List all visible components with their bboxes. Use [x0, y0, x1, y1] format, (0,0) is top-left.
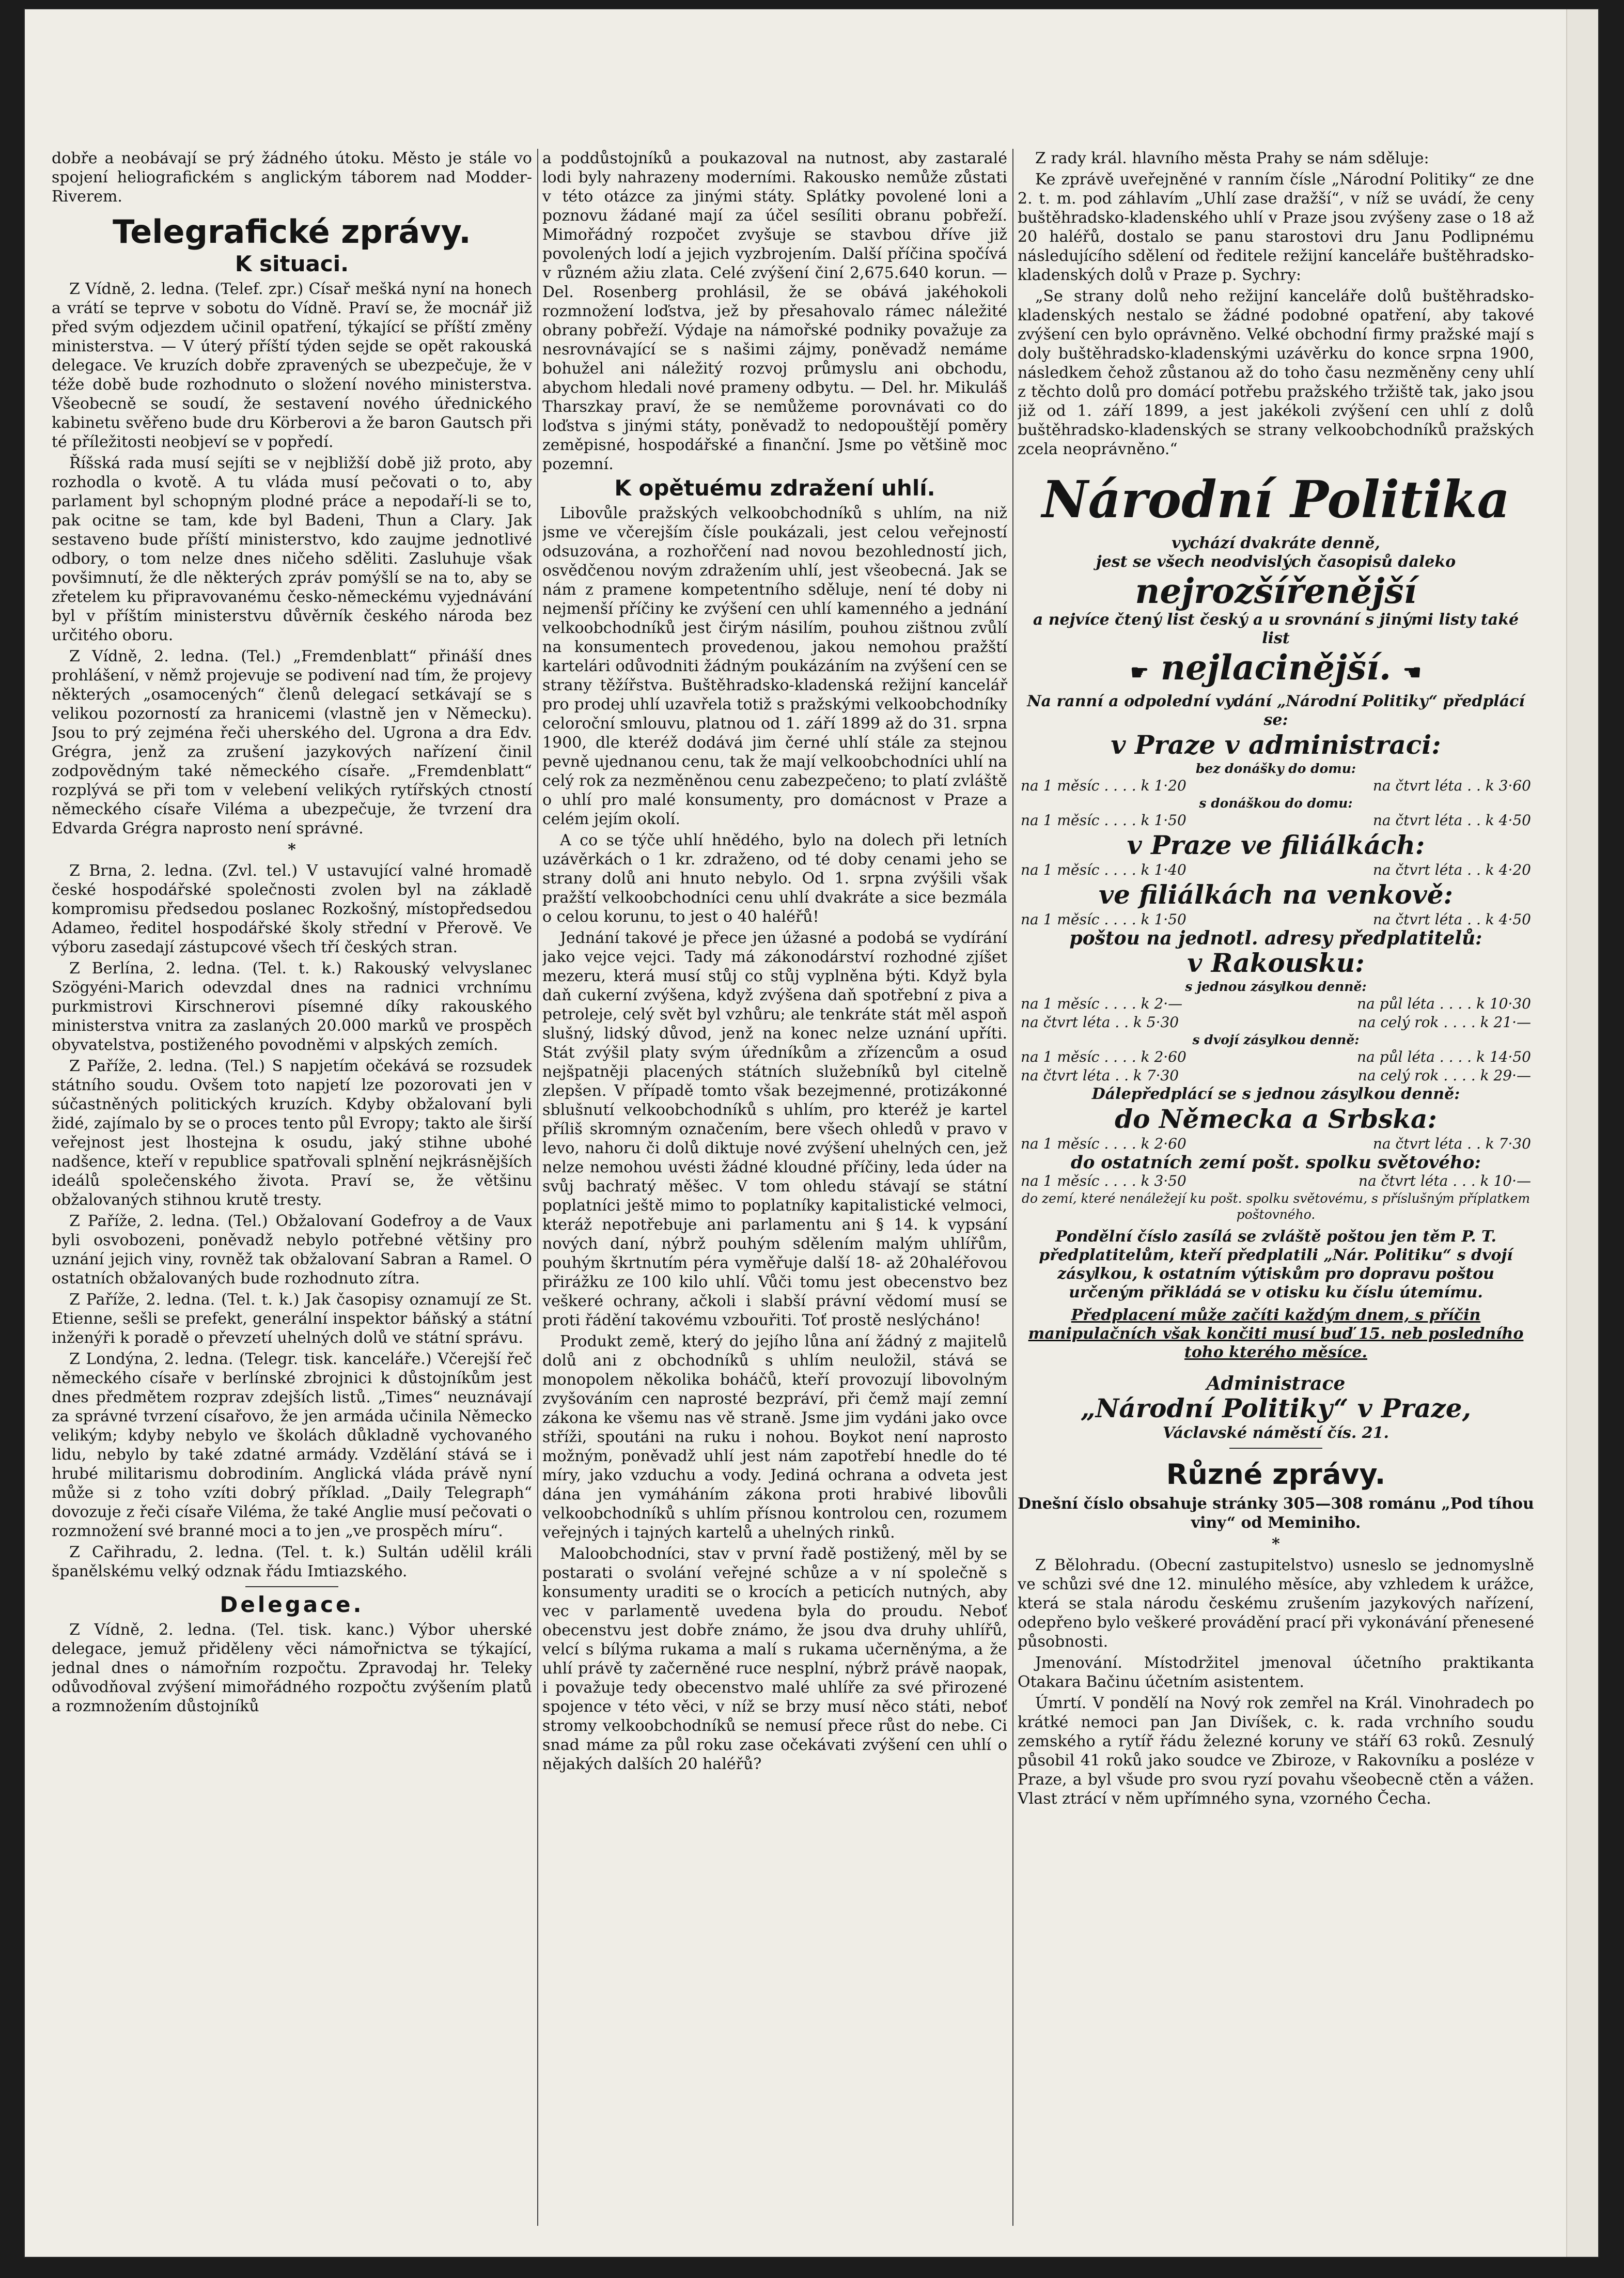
price-heading: do ostatních zemí pošt. spolku světového:: [1071, 1152, 1481, 1173]
section-heading: Delegace.: [220, 1592, 364, 1617]
separator-asterisk: *: [1272, 1535, 1280, 1553]
news-item: Z Berlína, 2. ledna. (Tel. t. k.) Rakouský velvyslanec Szögyéni-Marich odevzdal dnes na radnici vrchnímu purkmistrovi Kirschnerovi písemné díky rakouského ministerstva vnitra za zaslaných 20.000 marků ve prospěch obyvatelstva, postiženého povodněmi v alpských zemích.: [52, 959, 532, 1054]
price-row: [1018, 1013, 1534, 1032]
price-subheading: bez donášky do domu:: [1195, 761, 1356, 776]
separator-asterisk: *: [288, 841, 296, 859]
news-item: Z Paříže, 2. ledna. (Tel. t. k.) Jak časopisy oznamují ze St. Etienne, sešli se prefekt, generální inspektor báňský a státní inženýři k poradě o převzetí uhelných dolů ve státní správu.: [52, 1291, 532, 1347]
column-rule: [1012, 149, 1013, 2226]
price-heading: do Německa a Srbska:: [1115, 1104, 1437, 1134]
price-cell: na půl léta . . . . k 10·30: [1356, 995, 1531, 1012]
price-cell: na celý rok . . . . k 21·—: [1357, 1014, 1531, 1031]
news-item: Z Vídně, 2. ledna. (Telef. zpr.) Císař mešká nyní na honech a vrátí se teprve v sobotu do Vídně. Praví se, že mocnář již před svým odjezdem učinil opatření, týkající se příští změny ministerstva. — V úterý příští týden sejde se opět rakouská delegace. Ve kruzích dobře zpravených se ubezpečuje, že v téže době bude rozhodnuto o složení nového ministerstva. Všeobecně se soudí, že sestavení nového úřednického kabinetu svěřeno bude dru Körberovi a že baron Gautsch při té příležitosti neobjeví se v popředí.: [52, 280, 532, 451]
page-margin: [1566, 9, 1598, 2257]
price-heading: v Praze v administraci:: [1111, 730, 1441, 760]
section-heading: K opětuému zdražení uhlí.: [614, 475, 935, 501]
price-row: [1018, 777, 1534, 795]
price-cell: na čtvrt léta . . k 3·60: [1372, 777, 1531, 794]
news-item: Úmrtí. V pondělí na Nový rok zemřel na Král. Vinohradech po krátké nemoci pan Jan Divíšek, c. k. rada vrchního soudu zemského a rytíř řádu železné koruny ve stáří 63 roků. Zesnulý působil 41 roků jako soudce ve Zbiroze, v Rakovníku a posléze v Praze, a byl všude pro svou ryzí povahu všeobecně ctěn a vážen. Vlast ztrácí v něm upřímného syna, vzorného Čecha.: [1018, 1694, 1534, 1808]
paragraph: Libovůle pražských velkoobchodníků s uhlím, na niž jsme ve včerejším čísle poukázali, jest celou veřejností odsuzována, a rozhořčení nad novou bezohledností jich, osvědčenou novým zdražením uhlí, jest všeobecná. Jak se nám z pramene kompetentního sděluje, není té doby ni nejmenší příčiny ke zvýšení cen uhlí kamenného a jednání velkoobchodníků jest čirým násilím, pouhou zištnou zvůlí na konsumentech provedenou, jakou nemohou pražští kartelári odůvodniti žádným poukázáním na zvýšení cen se strany těžířstva. Buštěhradsko-kladenská režijní kancelář pro prodej uhlí uzavřela totiž s pražskými velkoobchodníky celoroční smlouvu, platnou od 1. září 1899 až do 31. srpna 1900, dle kteréž dodává jim černé uhlí stále za stejnou pevně ujednanou cenu, tak že mají velkoobchodníci uhlí na celý rok za nezměněnou cenu zabezpečeno; to platí zvláště o uhlí pro malé konsumenty, pro domácnost v Praze a celém jejím okolí.: [542, 504, 1007, 828]
paragraph: Jednání takové je přece jen úžasné a podobá se vydírání jako vejce vejci. Tady má zákonodárství rozhodné zjíšet mezeru, která musí stůj co stůj vyplněna býti. Když byla daň cukerní zvýšena, když zvýšena daň spotřební z piva a petroleje, celý svět byl vzhůru; ale tenkráte stát měl aspoň slušný, lidský důvod, jenž na konec nelze uznání upříti. Stát zvýšil platy svým úředníkům a zřízencům a osud nejšpatněji placených státních služebníků byl citelně zlepšen. V případě tomto však bezejmenné, protizákonné sblušnutí velkoobchodníků s uhlím, pro kteréž je kartel příliš skromným označením, bere všech ohledů v pravo v levo, nahoru či dolů diktuje nové zvýšení uhelných cen, jež nelze nemohou uvésti žádné kloudné příčiny, leda úder na svůj bachratý měšec. V tom ohledu stávají se státní poplatníci ještě mimo to poplatníky kapitalistické velmoci, kteráž nepotřebuje ani parlamentu ani § 14. k vypsání nových daní, nýbrž pouhým sdělením malým uhlířům, pouhým škrtnutím péra vyměřuje další 18- až 20haléřovou přirážku ze 100 kilo uhlí. Vůči tomu jest obecenstvo bez veškeré ochrany, ačkoli i slabší právní vědomí musí se proti řádění takovému vzbouřiti. Toť prostě neslýcháno!: [542, 929, 1007, 1329]
divider: [1229, 1448, 1322, 1449]
paragraph: Ke zprávě uveřejněné v ranním čísle „Národní Politiky“ ze dne 2. t. m. pod záhlavím „Uhlí zase dražší“, v níž se uvádí, že ceny buštěhradsko-kladenského uhlí v Praze jsou zvýšeny zase o 18 až 20 haléřů, dostalo se panu starostovi dru Janu Podlipnému následujícího sdělení od ředitele režijní kanceláře buštěhradsko-kladenských dolů v Praze p. Sychry:: [1018, 171, 1534, 284]
ad-line: a nejvíce čtený list český a u srovnání s jinými listy také list: [1033, 611, 1519, 647]
paragraph: Produkt země, který do jejího lůna aní žádný z majitelů dolů ani z obchodníků s uhlím neuložil, stává se monopolem několika boháčů, kteří provozují libovolným zvyšováním cen naprosté bezpráví, při čemž mají zemní zákona ke všemu nas vě straně. Jsme jim vydáni jako ovce stříži, spoutáni na ruku i nohou. Boykot není naprosto možným, poněvadž uhlí jest nám zapotřebí hnedle do té míry, jako vzduchu a vody. Jediná ochrana a odveta jest dána jen vymáháním zákona proti hrabivé libovůli velkoobchodníků s uhlím přísnou kontrolou cen, rozumem veřejných i tajných kartelů a uhelných rinků.: [542, 1332, 1007, 1542]
ad-address: Václavské náměstí čís. 21.: [1162, 1424, 1389, 1442]
newspaper-page: [25, 9, 1598, 2257]
news-item: Z Vídně, 2. ledna. (Tel.) „Fremdenblatt“ přináší dnes prohlášení, v němž projevuje se podivení nad tím, že projevy některých „osamocených“ členů delegací setkávají se s velikou pozorností za hranicemi (vlastně jen v Německu). Jsou to prý zejména řeči uherského del. Ugrona a dra Edv. Grégra, jenž za zrušení jazykových nařízení činil zodpovědným také německého císaře. „Fremdenblatt“ rozplývá se při tom v velebení velikých rytířských ctností německého císaře Viléma a ubezpečuje, že tvrzení dra Edvarda Grégra naprosto není správné.: [52, 647, 532, 838]
paragraph: Dnešní číslo obsahuje stránky 305—308 románu „Pod tíhou viny“ od Meminiho.: [1018, 1495, 1534, 1532]
news-item: Z Bělohradu. (Obecní zastupitelstvo) usneslo se jednomyslně ve schůzi své dne 12. minulého měsíce, aby vzhledem k urážce, která se stala národu českému zrušením jazykových nařízení, odepřeno bylo veškeré provádění prací při vykonávání přenesené působnosti.: [1018, 1556, 1534, 1651]
price-cell: na 1 měsíc . . . . k 2·60: [1021, 1048, 1186, 1065]
price-cell: na celý rok . . . . k 29·—: [1357, 1067, 1531, 1084]
paragraph: A co se týče uhlí hnědého, bylo na dolech při letních uzávěrkách o 1 kr. zdraženo, od té doby cenami jeho se strany dolů ani hnuto nebylo. Od 1. srpna zvýšili však pražští velkoobchodníci cenu uhlí dvakráte a sice bezmála o celou korunu, to jest o 40 haléřů!: [542, 831, 1007, 926]
price-heading: ve filiálkách na venkově:: [1099, 879, 1453, 910]
price-cell: na čtvrt léta . . k 7·30: [1021, 1067, 1179, 1084]
ad-administration-name: „Národní Politiky“ v Praze,: [1080, 1393, 1472, 1423]
price-cell: na 1 měsíc . . . . k 1·40: [1021, 861, 1186, 878]
news-item: Z Vídně, 2. ledna. (Tel. tisk. kanc.) Výbor uherské delegace, jemuž přiděleny věci námořnictva se týkající, jednal dnes o námořním rozpočtu. Zpravodaj hr. Teleky odůvodňoval zvýšení mimořádného rozpočtu zvýšením platů a rozmnožením důstojníků: [52, 1621, 532, 1715]
ad-highlight-text: nejlacinější.: [1160, 647, 1391, 688]
price-cell: na 1 měsíc . . . . k 2·60: [1021, 1135, 1186, 1152]
paragraph: Z rady král. hlavního města Prahy se nám sděluje:: [1035, 149, 1429, 167]
ad-note: Pondělní číslo zasílá se zvláště poštou jen těm P. T. předplatitelům, kteří předplatili „Nár. Politiku“ s dvojí zásylkou, k ostatním výtiskům pro dopravu poštou určeným přikládá se v otisku ku číslu útemímu.: [1039, 1228, 1513, 1301]
ad-highlight: nejrozšířenější: [1135, 571, 1417, 611]
ad-administration: Administrace: [1206, 1373, 1346, 1394]
price-heading: poštou na jednotl. adresy předplatitelů:: [1069, 927, 1482, 949]
price-cell: na čtvrt léta . . k 7·30: [1372, 1135, 1531, 1152]
price-row: [1018, 1066, 1534, 1085]
column-rule: [537, 149, 538, 2226]
divider: [245, 1586, 338, 1587]
price-cell: na čtvrt léta . . . k 10·—: [1358, 1172, 1531, 1189]
news-item: Jmenování. Místodržitel jmenoval účetního praktikanta Otakara Bačinu účetním asistentem.: [1018, 1654, 1534, 1691]
price-cell: na čtvrt léta . . k 4·20: [1372, 861, 1531, 878]
ad-note: do zemí, které nenáležejí ku pošt. spolku světovému, s příslušným příplatkem poštovného.: [1021, 1191, 1531, 1222]
price-row: [1018, 1048, 1534, 1066]
news-item: Říšská rada musí sejíti se v nejbližší době již proto, aby rozhodla o kvotě. A tu vláda musí pečovati o to, aby parlament byl schopným plodné práce a nepodaří-li se to, pak ocitne se tam, kde byl Badeni, Thun a Clary. Jak sestaveno bude příští ministerstvo, kdo zaujme jednotlivé odbory, o tom nelze dnes ničeho sděliti. Zasluhuje však povšimnutí, že dle některých zpráv pomýšlí se na to, aby se zřetelem ku připravovanému česko-německému vyjednávání byl v příštím ministerstvu důvěrník českého národa bez určitého oboru.: [52, 454, 532, 644]
price-cell: na čtvrt léta . . k 4·50: [1372, 812, 1531, 829]
news-item: Z Paříže, 2. ledna. (Tel.) Obžalovaní Godefroy a de Vaux byli osvobozeni, poněvadž nebylo potřebné většiny pro uznání jejich viny, rovněž tak obžalovaní Sabran a Ramel. O ostatních obžalovaných bude rozhodnuto zítra.: [52, 1212, 532, 1288]
price-heading: v Rakousku:: [1187, 948, 1365, 978]
price-subheading: s jednou zásylkou denně:: [1185, 979, 1367, 994]
section-heading: Různé zprávy.: [1166, 1458, 1386, 1491]
price-row: [1018, 861, 1534, 879]
price-row: [1018, 995, 1534, 1013]
ad-line: Na ranní a odpolední vydání „Národní Politiky“ předplácí se:: [1027, 692, 1525, 729]
price-cell: na 1 měsíc . . . . k 1·20: [1021, 777, 1186, 794]
price-row: [1018, 811, 1534, 830]
news-item: Z Londýna, 2. ledna. (Telegr. tisk. kanceláře.) Včerejší řeč německého císaře v berlínské zbrojnici k důstojníkům jest dnes předmětem rozprav zdejších listů. „Times“ neuznávají za správné tvrzení císařovo, že jen armáda učinila Německo velikým; kdyby nebylo ve školách důkladně vychovaného lidu, nebylo by také zdatné armády. Vzdělání stává se i hrubé militarismu dobrodiním. Anglická vláda právě nyní může si z toho vzíti dobrý příklad. „Daily Telegraph“ dovozuje z řeči císaře Viléma, že také Anglie musí pečovati o rozmnožení své branné moci a to jen „ve prospěch míru“.: [52, 1350, 532, 1540]
paragraph: „Se strany dolů neho režijní kanceláře dolů buštěhradsko-kladenských nestalo se žádné podobné opatření, aby takové zvýšení cen bylo oprávněno. Velké obchodní firmy pražské mají s doly buštěhradsko-kladenskými uzávěrku do konce srpna 1900, následkem čehož zůstanou až do toho času nezměněny ceny uhlí z těchto dolů pro domácí potřebu pražského tržiště tak, jako jsou již od 1. září 1899, a jest jakékoli zvýšení cen uhlí z dolů buštěhradsko-kladenských se strany velkoobchodníků pražských zcela neoprávněno.“: [1018, 287, 1534, 458]
section-subheading: K situaci.: [235, 251, 349, 276]
ad-line: vychází dvakráte denně,: [1172, 534, 1380, 552]
price-cell: na půl léta . . . . k 14·50: [1356, 1048, 1531, 1065]
ad-line: jest se všech neodvislých časopisů daleko: [1096, 553, 1456, 571]
price-cell: na čtvrt léta . . k 4·50: [1372, 911, 1531, 928]
ad-highlight: [1018, 648, 1534, 692]
price-cell: na čtvrt léta . . k 5·30: [1021, 1014, 1179, 1031]
price-subheading: s donáškou do domu:: [1199, 796, 1353, 811]
news-item: Z Brna, 2. ledna. (Zvl. tel.) V ustavující valné hromadě české hospodářské společnosti zvolen byl na základě kompromisu předsedou poslanec Rozkošný, místopředsedou Adameo, ředitel hospodářské školy střední v Přerově. Ve výboru zasedají zástupcové všech tří českých stran.: [52, 862, 532, 956]
price-row: [1018, 1172, 1534, 1190]
ad-brand-title: Národní Politika: [1042, 470, 1510, 530]
subscription-advertisement: [1018, 471, 1534, 1443]
price-cell: na 1 měsíc . . . . k 2·—: [1021, 995, 1183, 1012]
column-3: [1018, 149, 1534, 2236]
paragraph: Maloobchodníci, stav v první řadě postižený, měl by se postarati o svolání veřejné schůze a v ní společně s konsumenty uraditi se o krocích a peticích nutných, aby vec v parlamentě uvedena byla do proudu. Neboť obecenstvu jest dobře známo, že jsou dva druhy uhlířů, velcí s bílýma rukama a malí s rukama učerněnýma, a že uhlí právě ty začerněné ruce nesplní, nýbrž právě naopak, i považuje tedy obecenstvo malé uhlíře za své přirozené spojence v této věci, v níž se brzy musí něco státi, neboť stromy velkoobchodníků se nemusí přece růst do nebe. Ci snad máme za půl roku zase očekávati zvýšení cen uhlí o nějakých dalších 20 haléřů?: [542, 1545, 1007, 1773]
price-row: [1018, 910, 1534, 929]
price-cell: na 1 měsíc . . . . k 1·50: [1021, 911, 1186, 928]
column-2: [542, 149, 1007, 2236]
ad-line: Dálepředplácí se s jednou zásylkou denně:: [1091, 1085, 1460, 1103]
price-subheading: s dvojí zásylkou denně:: [1192, 1032, 1360, 1047]
paragraph: dobře a neobávají se prý žádného útoku. Město je stále vo spojení heliografickém s anglickým táborem nad Modder-Riverem.: [52, 149, 532, 206]
ad-note: Předplacení může začíti každým dnem, s příčin manipulačních však končiti musí buď 15. neb posledního toho kterého měsíce.: [1028, 1306, 1524, 1361]
news-item: Z Cařihradu, 2. ledna. (Tel. t. k.) Sultán udělil králi španělskému velký odznak řádu Imtiazského.: [52, 1543, 532, 1580]
price-row: [1018, 1135, 1534, 1153]
column-1: [52, 149, 532, 2236]
news-item: Z Paříže, 2. ledna. (Tel.) S napjetím očekává se rozsudek státního soudu. Ovšem toto napjetí lze pozorovati jen v súčastněných politických kruzích. Kdyby obžalovaní byli židé, zajímalo by se o proces tento půl Evropy; takto ale širší veřejnost jest lhostejna k osudu, jaký stihne ubohé nadšence, kteří v republice spatřovali splnění nejkrásnějších ideálů společenského života. Praví se, že většinu obžalovaných stihnou krutě tresty.: [52, 1057, 532, 1209]
section-heading: Telegrafické zprávy.: [113, 213, 471, 251]
price-cell: na 1 měsíc . . . . k 1·50: [1021, 812, 1186, 829]
price-cell: na 1 měsíc . . . . k 3·50: [1021, 1172, 1186, 1189]
price-heading: v Praze ve filiálkách:: [1127, 830, 1425, 860]
paragraph: a poddůstojníků a poukazoval na nutnost, aby zastaralé lodi byly nahrazeny moderními. Rakousko nemůže zůstati v této otázce za jinými státy. Splátky povolené loni a poznovu žádané mají za účel sesíliti obranu pobřeží. Mimořádný rozpočet zvyšuje se stavbou dříve již povolených lodí a jejich vyzbrojením. Další příčina spočívá v různém ažiu zlata. Celé zvýšení činí 2,675.640 korun. — Del. Rosenberg prohlásil, že se obává jakéhokoli rozmnožení loďstva, jež by přesahovalo rámec náležité obrany pobřeží. Výdaje na námořské podniky považuje za nesrovnávající se s našimi zájmy, poněvadž nemáme bohužel ani náležitý rozvoj průmyslu ani obchodu, abychom hledali nové prameny odbytu. — Del. hr. Mikuláš Tharszkay praví, že se nemůžeme porovnávati co do loďstva s jinými státy, poněvadž to nedopouštějí poměry zeměpisné, hospodářské a finanční. Jsme po většině moc pozemní.: [542, 149, 1007, 473]
pointing-hand-icon: ☛: [1130, 660, 1149, 685]
pointing-hand-icon: ☚: [1402, 660, 1422, 685]
